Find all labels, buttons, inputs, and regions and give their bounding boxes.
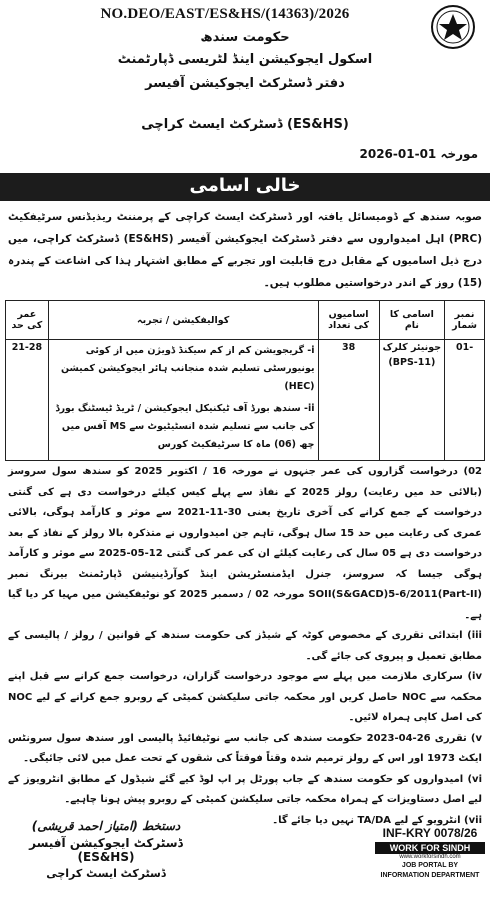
government-title: حکومت سندھ (200, 30, 290, 45)
cell-count: 38 (318, 340, 379, 461)
header-serial: نمبر شمار (445, 301, 485, 340)
table-row (6, 340, 485, 461)
vacancy-table (5, 300, 485, 461)
reference-number: NO.DEO/EAST/ES&HS/(14363)/2026 (100, 6, 350, 22)
table-header-row (6, 301, 485, 340)
cell-serial: -01 (445, 340, 485, 461)
cell-age: 21-28 (6, 340, 49, 461)
signatory-title: ڈسٹرکٹ ایجوکیشن آفیسر (ES&HS) (29, 836, 183, 864)
term-item: 02) درخواست گزاروں کی عمر جنہوں نے مورخہ 16 / اکتوبر 2025 کو سندھ سول سروسز (بالائی حد میں رعایت) رولز 2025 کے نفاذ سے پہلے کیس کیلئے درخواست دی ہے کی گنتی درخواست کے جمع کرانے کی آخری تاریخ یعنی 30-11-2021 سے موثر و کارآمد ہوگی، بالائی عمری کی رعایت میں حد 15 سال ہوگی، تاہم جن امیدواروں نے متذکرہ بالا رولز کے نفاذ کے بعد درخواست دی ہے 05 سال کی رعایت کیلئے ان کی عمر کی گنتی 12-05-2025 سے موثر و کارآمد ہوگی جیسا کہ سروسز، جنرل ایڈمنسٹریشن اینڈ کوآرڈینیشن ڈپارٹمنٹ بیرنگ نمبر SOII(S&GACD)5-6/2011(Part-II) مورخہ 02 / دسمبر 2025 کو نوٹیفکیشن میں مہیا کر دیا گیا ہے۔ (8, 466, 483, 621)
term-item: vii) انٹرویو کے لیے TA/DA نہیں دیا جائے گا۔ (272, 814, 482, 826)
portal-line-1: JOB PORTAL BY (401, 862, 459, 869)
term-item: vi) امیدواروں کو حکومت سندھ کے جاب پورٹل پر اپ لوڈ کیے گئے شیڈول کے مطابق انٹرویوز کے لیے اصل دستاویزات کے ہمراہ محکمہ جاتی سلیکشن کمیٹی کے روبرو پیش ہونا چاہیے۔ (8, 773, 482, 805)
qualification-i: i- گریجویشن کم از کم سیکنڈ ڈویژن میں از کوئی یونیورسٹی تسلیم شدہ منجانب ہائر ایجوکیشن کمیشن (HEC) (60, 345, 315, 392)
notice-date: مورخہ 01-01-2026 (359, 147, 478, 161)
portal-url: www.workforsindh.com (399, 854, 461, 860)
signatory-name: دستخط (امتیاز احمد قریشی) (31, 819, 181, 833)
signatory-district: ڈسٹرکٹ ایسٹ کراچی (46, 867, 166, 880)
signature-block (6, 819, 206, 880)
terms-list (8, 462, 482, 831)
district-title: (ES&HS) ڈسٹرکٹ ایسٹ کراچی (141, 117, 349, 132)
post-name: جونیئر کلرک (382, 342, 442, 353)
header-age-limit: عمر کی حد (6, 301, 49, 340)
header-qualification: کوالیفکیشن / تجربہ (48, 301, 318, 340)
term-item: iv) سرکاری ملازمت میں پہلے سے موجود درخواست گزاران، درخواست جمع کرانے سے قبل اپنے محکمہ سے NOC حاصل کریں اور محکمہ جاتی سلیکشن کمیٹی کے روبرو جمع کرانے کے لیے NOC کی اصل کاپی ہمراہ لائیں۔ (8, 671, 482, 723)
department-title: اسکول ایجوکیشن اینڈ لٹریسی ڈپارٹمنٹ (117, 52, 373, 67)
term-item: iii) ابتدائی تقرری کے مخصوص کوٹہ کے شیڈز کی حکومت سندھ کے قوانین / رولز / پالیسی کے مطابق تعمیل و پیروی کی جائے گی۔ (8, 630, 482, 662)
inf-code: INF-KRY 0078/26 (382, 826, 478, 840)
portal-line-2: INFORMATION DEPARTMENT (380, 872, 480, 879)
header-post-name: اسامی کا نام (379, 301, 444, 340)
header-post-count: اسامیوں کی تعداد (318, 301, 379, 340)
cell-post (379, 340, 444, 461)
post-scale: (BPS-11) (388, 357, 436, 368)
qualification-ii: ii- سندھ بورڈ آف ٹیکنیکل ایجوکیشن / ٹریڈ ٹیسٹنگ بورڈ کی جانب سے تسلیم شدہ انسٹیٹیوٹ سے MS آفس میں چھ (06) ماہ کا سرٹیفکیٹ کورس (55, 403, 315, 450)
banner-title: خالی اسامی (189, 175, 301, 196)
information-department-stamp (375, 826, 485, 880)
intro-paragraph: صوبہ سندھ کے ڈومیسائل یافتہ اور ڈسٹرکٹ ایسٹ کراچی کے پرمننٹ ریذیڈنس سرٹیفکیٹ (PRC) اہل امیدواروں سے دفتر ڈسٹرکٹ ایجوکیشن آفیسر (ES&HS) ڈسٹرکٹ کراچی، میں درج ذیل اسامیوں کے مقابل درج قابلیت اور تجربے کے مطابق اشتہار ہذا کی اشاعت کے پندرہ (15) روز کے اندر درخواستیں مطلوب ہیں۔ (8, 211, 482, 289)
vacancy-banner (0, 173, 490, 201)
work-for-sindh-logo: WORK FOR SINDH (375, 842, 485, 854)
term-item: v) تقرری 26-04-2023 حکومت سندھ کی جانب سے نوٹیفائیڈ پالیسی اور سندھ سول سرونٹس ایکٹ 1973 اور اس کے رولز ترمیم شدہ وقتاً فوقتاً کی شقوں کے تحت عمل میں لائی جائیگی۔ (8, 732, 482, 764)
office-title: دفتر ڈسٹرکٹ ایجوکیشن آفیسر (145, 76, 345, 91)
cell-qualification (48, 340, 318, 461)
